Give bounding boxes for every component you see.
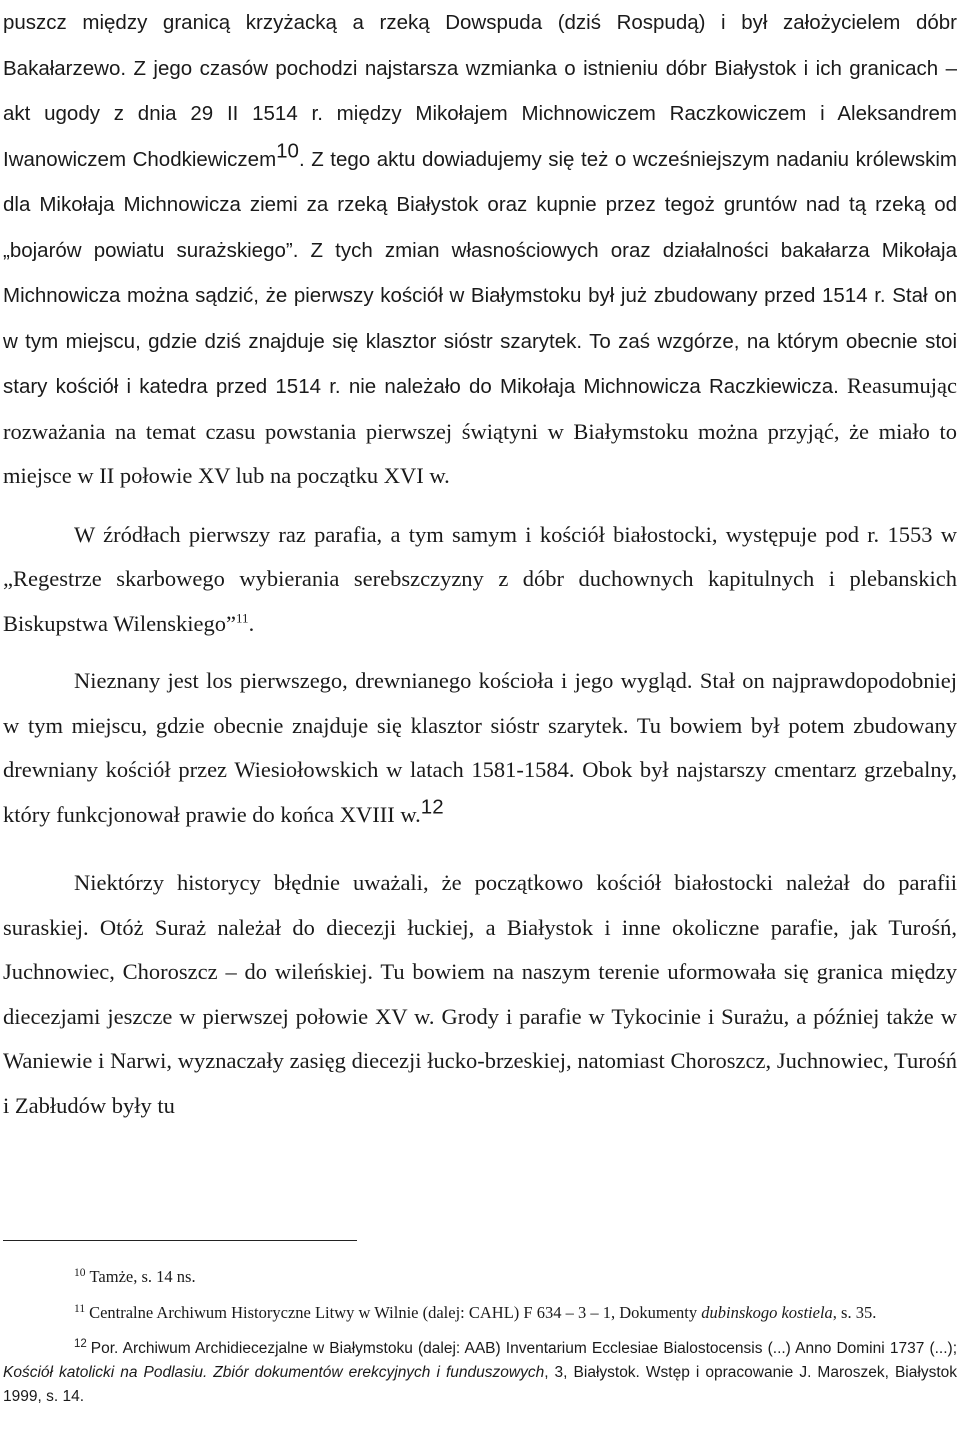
footnote-ref-10[interactable]: 10 [276,139,299,162]
footnote-number: 11 [74,1302,86,1315]
paragraph-2-part-2: . [248,610,255,636]
footnote-12 [3,1337,957,1409]
paragraph-1 [3,0,957,499]
footnote-text-end: , s. 35. [832,1303,877,1322]
body-text [3,0,957,1128]
footnote-11 [3,1301,957,1325]
footnote-ref-11[interactable]: 11 [236,610,249,625]
paragraph-4-part-1: Niektórzy historycy błędnie uważali, że początkowo kościół białostocki należał do parafii suraskiej. Otóż Suraż należał do diecezji łuckiej, a Białystok i inne okoliczne parafie, jak Turośń, Juchnowiec, Choroszcz – do wileńskiej. Tu bowiem na naszym terenie uformowała się granica między diecezjami jeszcze w pierwszej połowie XV w. Grody i parafie w Tykocinie i Surażu, a później także w Waniewie i Narwi, wyznaczały zasięg diecezji łucko-brzeskiej, natomiast Choroszcz, Juchnowiec, Turośń i Zabłudów były tu [3,870,957,1118]
footnote-number: 12 [74,1337,87,1350]
paragraph-1-part-1: puszcz między granicą krzyżacką a rzeką Dowspuda (dziś Rospudą) i był założycielem dóbr Bakałarzewo. Z jego czasów pochodzi najstarsza wzmianka o istnieniu dóbr Białystok i ich granicach – akt ugody z dnia 29 II 1514 r. między Mikołajem Michnowiczem Raczkowiczem i Aleksandrem Iwanowiczem Chodkiewiczem [3,11,957,171]
footnote-text: Por. Archiwum Archidiecezjalne w Białymstoku (dalej: AAB) Inventarium Ecclesiae Bialostocensis (...) Anno Domini 1737 (...); [90,1340,957,1357]
footnote-text: Tamże, s. 14 ns. [89,1267,196,1286]
footnotes [3,1265,957,1421]
paragraph-3 [3,659,957,837]
paragraph-3-part-1: Nieznany jest los pierwszego, drewnianego kościoła i jego wygląd. Stał on najprawdopodobniej w tym miejscu, gdzie obecnie znajduje się klasztor sióstr szarytek. Tu bowiem był potem zbudowany drewniany kościół przez Wiesiołowskich w latach 1581-1584. Obok był najstarszy cmentarz grzebalny, który funkcjonował prawie do końca XVIII w. [3,668,957,827]
footnote-number: 10 [74,1266,86,1279]
paragraph-2 [3,513,957,647]
paragraph-1-part-3: Reasumując rozważania na temat czasu powstania pierwszej świątyni w Białymstoku można przyjąć, że miało to miejsce w II połowie XV lub na początku XVI w. [3,373,957,488]
footnote-ref-12[interactable]: 12 [420,795,444,818]
footnote-italic-title: dubinskogo kostiela [701,1303,833,1322]
footnote-italic-title: Kościół katolicki na Podlasiu. Zbiór dokumentów erekcyjnych i funduszowych [3,1364,545,1381]
footnote-text: Centralne Archiwum Historyczne Litwy w Wilnie (dalej: CAHL) F 634 – 3 – 1, Dokumenty [89,1303,702,1322]
footnote-10 [3,1265,957,1289]
paragraph-1-part-2: . Z tego aktu dowiadujemy się też o wcześniejszym nadaniu królewskim dla Mikołaja Michnowicza ziemi za rzeką Białystok oraz kupnie przez tegoż gruntów nad tą rzeką od „bojarów powiatu surażskiego”. Z tych zmian własnościowych oraz działalności bakałarza Mikołaja Michnowicza można sądzić, że pierwszy kościół w Białymstoku był już zbudowany przed 1514 r. Stał on w tym miejscu, gdzie dziś znajduje się klasztor sióstr szarytek. To zaś wzgórze, na którym obecnie stoi stary kościół i katedra przed 1514 r. nie należało do Mikołaja Michnowicza Raczkiewicza. [3,147,957,398]
paragraph-2-part-1: W źródłach pierwszy raz parafia, a tym samym i kościół białostocki, występuje pod r. 1553 w „Regestrze skarbowego wybierania serebszczyzny z dóbr duchownych kapitulnych i plebanskich Biskupstwa Wilenskiego” [3,521,957,636]
footnote-text-end: , 3, Białystok. Wstęp i opracowanie J. Maroszek, Białystok 1999, s. 14. [3,1364,957,1405]
footnote-separator [3,1240,357,1241]
paragraph-4 [3,861,957,1128]
